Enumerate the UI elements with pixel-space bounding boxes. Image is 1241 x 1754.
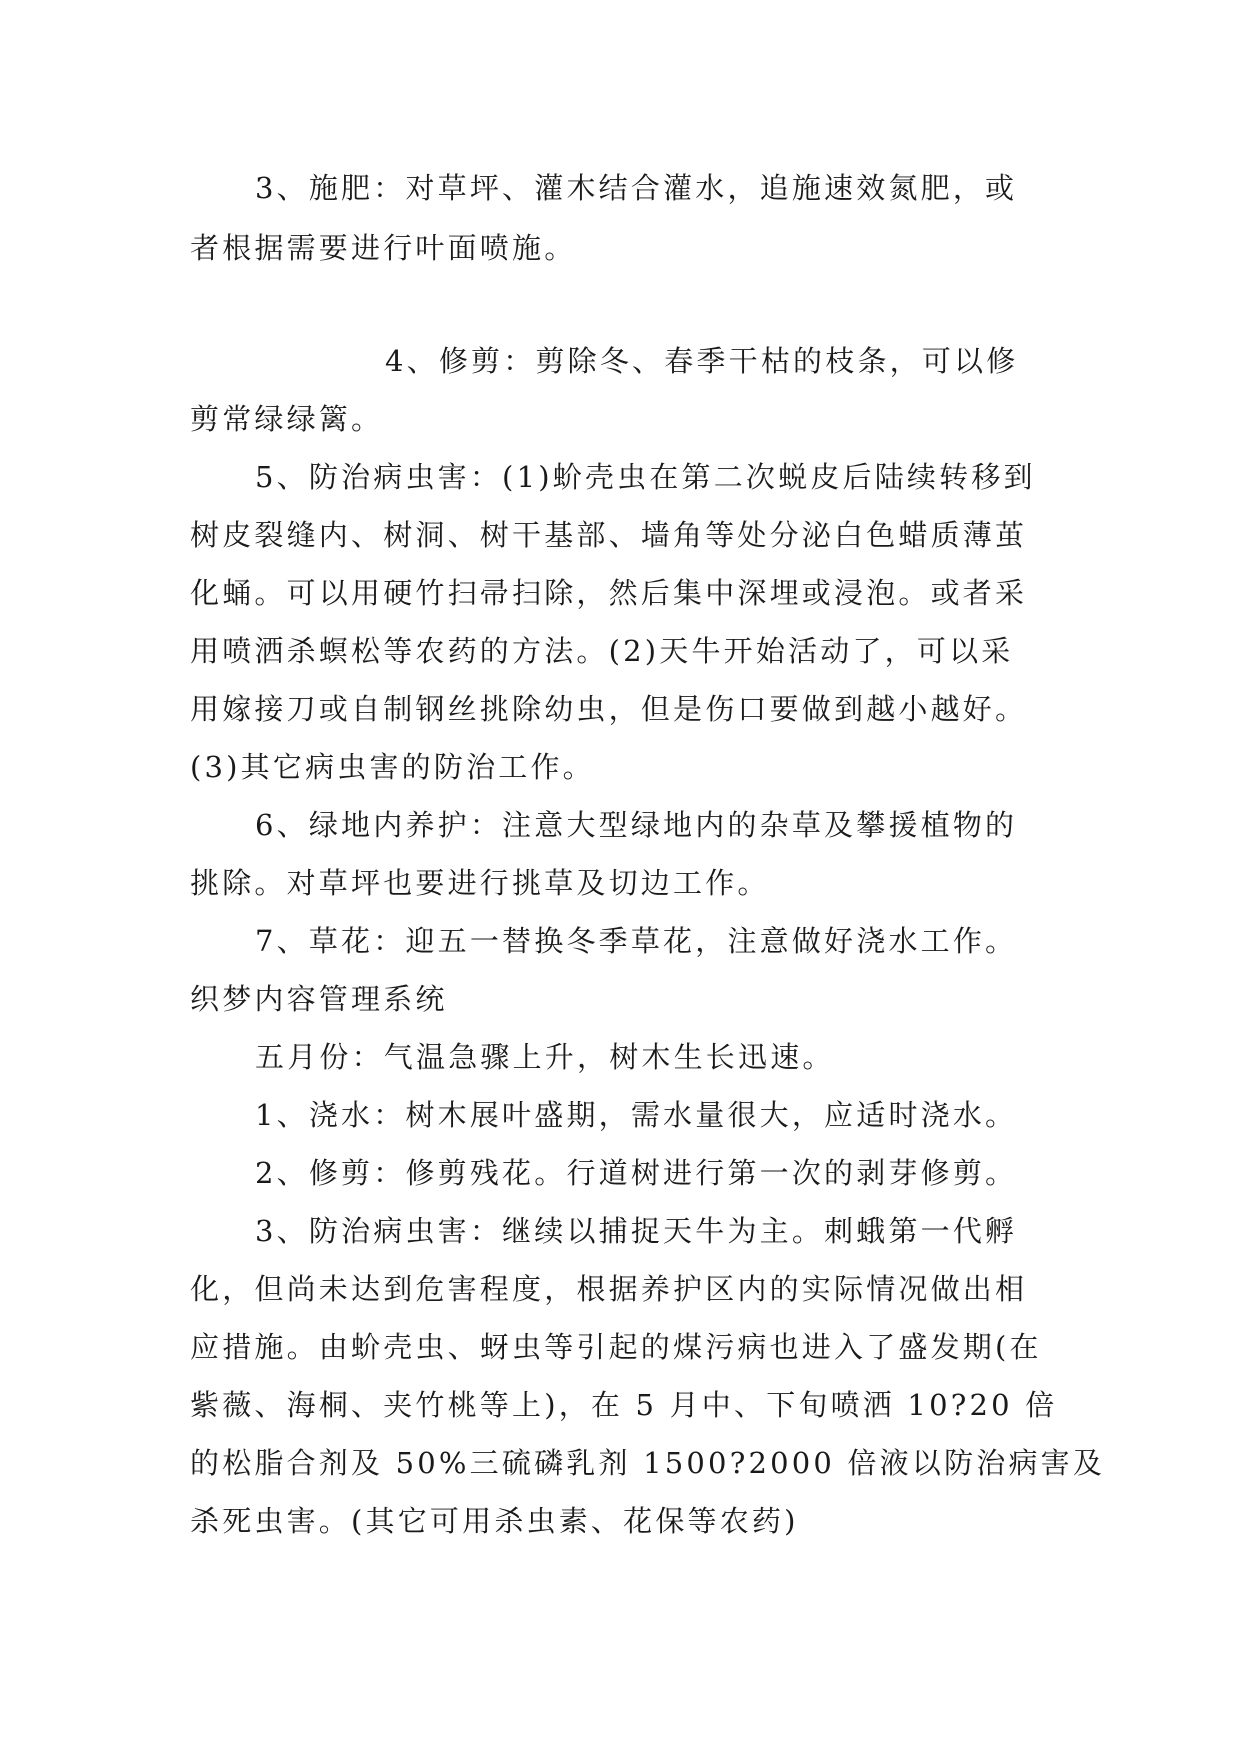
paragraph-line: 用嫁接刀或自制钢丝挑除幼虫，但是伤口要做到越小越好。 xyxy=(190,692,1028,726)
paragraph-line: 挑除。对草坪也要进行挑草及切边工作。 xyxy=(190,866,770,900)
paragraph-line: 6、绿地内养护：注意大型绿地内的杂草及攀援植物的 xyxy=(255,808,1018,842)
paragraph-line: (3)其它病虫害的防治工作。 xyxy=(190,750,595,784)
paragraph-line: 化蛹。可以用硬竹扫帚扫除，然后集中深埋或浸泡。或者采 xyxy=(190,576,1028,610)
paragraph-line: 1、浇水：树木展叶盛期，需水量很大，应适时浇水。 xyxy=(255,1098,1018,1132)
paragraph-line: 剪常绿绿篱。 xyxy=(190,402,384,436)
paragraph-line: 用喷洒杀螟松等农药的方法。(2)天牛开始活动了，可以采 xyxy=(190,634,1014,668)
paragraph-line: 3、施肥：对草坪、灌木结合灌水，追施速效氮肥，或 xyxy=(255,171,1018,205)
paragraph-line: 5、防治病虫害：(1)蚧壳虫在第二次蜕皮后陆续转移到 xyxy=(255,460,1036,494)
paragraph-line: 的松脂合剂及 50%三硫磷乳剂 1500?2000 倍液以防治病害及 xyxy=(190,1446,1106,1480)
paragraph-line: 五月份：气温急骤上升，树木生长迅速。 xyxy=(255,1040,835,1074)
paragraph-line: 织梦内容管理系统 xyxy=(190,982,448,1016)
paragraph-line: 应措施。由蚧壳虫、蚜虫等引起的煤污病也进入了盛发期(在 xyxy=(190,1330,1042,1364)
paragraph-line: 化，但尚未达到危害程度，根据养护区内的实际情况做出相 xyxy=(190,1272,1028,1306)
paragraph-line: 3、防治病虫害：继续以捕捉天牛为主。刺蛾第一代孵 xyxy=(255,1214,1018,1248)
paragraph-line: 紫薇、海桐、夹竹桃等上)，在 5 月中、下旬喷洒 10?20 倍 xyxy=(190,1388,1058,1422)
paragraph-line: 者根据需要进行叶面喷施。 xyxy=(190,231,577,265)
paragraph-line: 树皮裂缝内、树洞、树干基部、墙角等处分泌白色蜡质薄茧 xyxy=(190,518,1028,552)
paragraph-line: 2、修剪：修剪残花。行道树进行第一次的剥芽修剪。 xyxy=(255,1156,1018,1190)
paragraph-line: 4、修剪：剪除冬、春季干枯的枝条，可以修 xyxy=(385,344,1019,378)
paragraph-line: 7、草花：迎五一替换冬季草花，注意做好浇水工作。 xyxy=(255,924,1018,958)
paragraph-line: 杀死虫害。(其它可用杀虫素、花保等农药) xyxy=(190,1504,799,1538)
